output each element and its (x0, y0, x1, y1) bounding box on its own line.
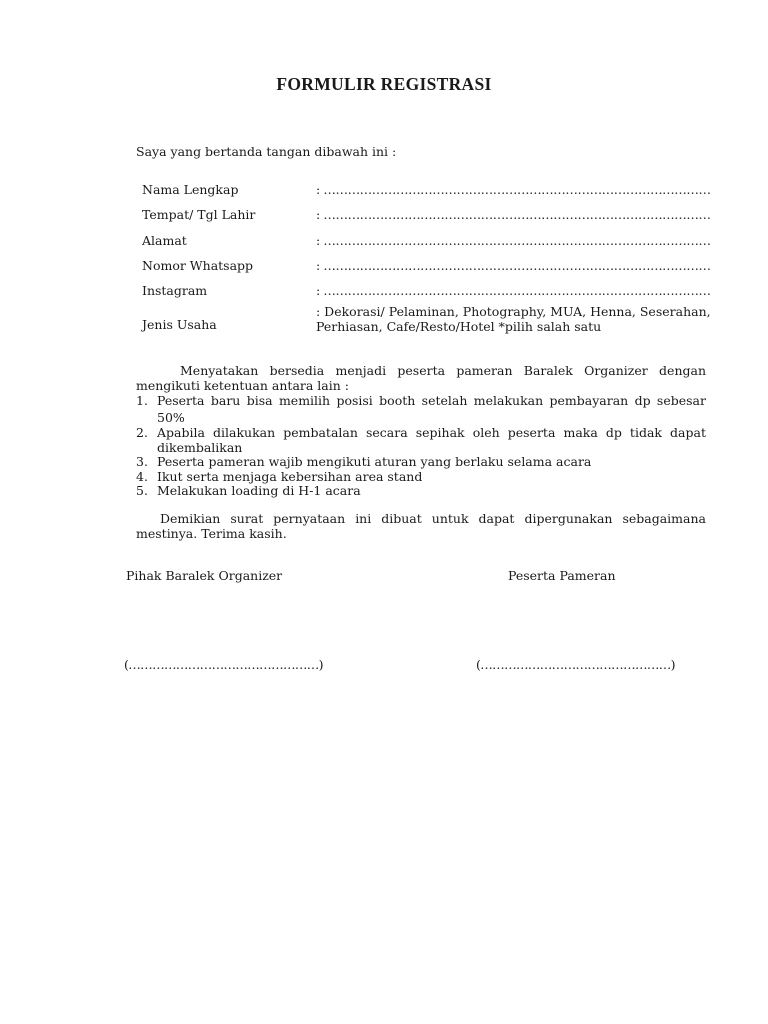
item-number: 1. (136, 393, 148, 408)
list-item (136, 470, 706, 485)
field-options: : Dekorasi/ Pelaminan, Photography, MUA, Henna, Seserahan, Perhiasan, Cafe/Resto/Hotel *pilih salah satu (316, 304, 711, 334)
closing-paragraph: Demikian surat pernyataan ini dibuat untuk dapat dipergunakan sebagaimana mestinya. Terima kasih. (136, 511, 706, 541)
field-label: Alamat (142, 232, 187, 248)
field-blank: : …………………………………………………………………………………… (316, 257, 711, 273)
item-text: Peserta pameran wajib mengikuti aturan yang berlaku selama acara (157, 454, 592, 469)
field-nomor-whatsapp (142, 258, 732, 283)
field-label: Instagram (142, 283, 208, 299)
list-item (136, 455, 706, 470)
signature-label-organizer: Pihak Baralek Organizer (126, 568, 283, 583)
field-blank: : …………………………………………………………………………………… (316, 182, 711, 197)
item-number: 4. (136, 468, 148, 484)
item-number: 3. (136, 454, 148, 469)
item-number: 5. (136, 483, 148, 498)
field-blank: : …………………………………………………………………………………… (316, 207, 711, 223)
registration-fields (142, 182, 732, 348)
field-alamat (142, 233, 732, 258)
field-label: Jenis Usaha (142, 317, 217, 333)
field-label: Nama Lengkap (142, 182, 239, 197)
signature-line-participant: (…………………………………………) (476, 657, 675, 672)
field-label: Tempat/ Tgl Lahir (142, 207, 256, 223)
intro-text: Saya yang bertanda tangan dibawah ini : (136, 144, 397, 159)
item-number: 2. (136, 425, 148, 440)
item-text: Peserta baru bisa memilih posisi booth setelah melakukan pembayaran dp sebesar 50% (157, 393, 706, 425)
field-blank: : …………………………………………………………………………………… (316, 283, 711, 299)
field-label: Nomor Whatsapp (142, 257, 254, 273)
terms-list (136, 393, 706, 499)
statement-paragraph: Menyatakan bersedia menjadi peserta pameran Baralek Organizer dengan mengikuti ketentuan antara lain : (136, 363, 706, 393)
item-text: Melakukan loading di H-1 acara (157, 483, 361, 498)
field-jenis-usaha (142, 304, 732, 348)
field-tempat-tgl-lahir (142, 207, 732, 232)
item-text: Ikut serta menjaga kebersihan area stand (157, 468, 423, 484)
field-nama-lengkap (142, 182, 732, 207)
field-blank: : …………………………………………………………………………………… (316, 232, 711, 248)
signature-line-organizer: (…………………………………………) (124, 657, 323, 672)
list-item (136, 484, 706, 499)
list-item (136, 393, 706, 426)
signature-label-participant: Peserta Pameran (508, 568, 616, 583)
list-item (136, 426, 706, 455)
document-title: FORMULIR REGISTRASI (276, 74, 492, 94)
item-text: Apabila dilakukan pembatalan secara sepihak oleh peserta maka dp tidak dapat dikembalikan (157, 425, 706, 455)
